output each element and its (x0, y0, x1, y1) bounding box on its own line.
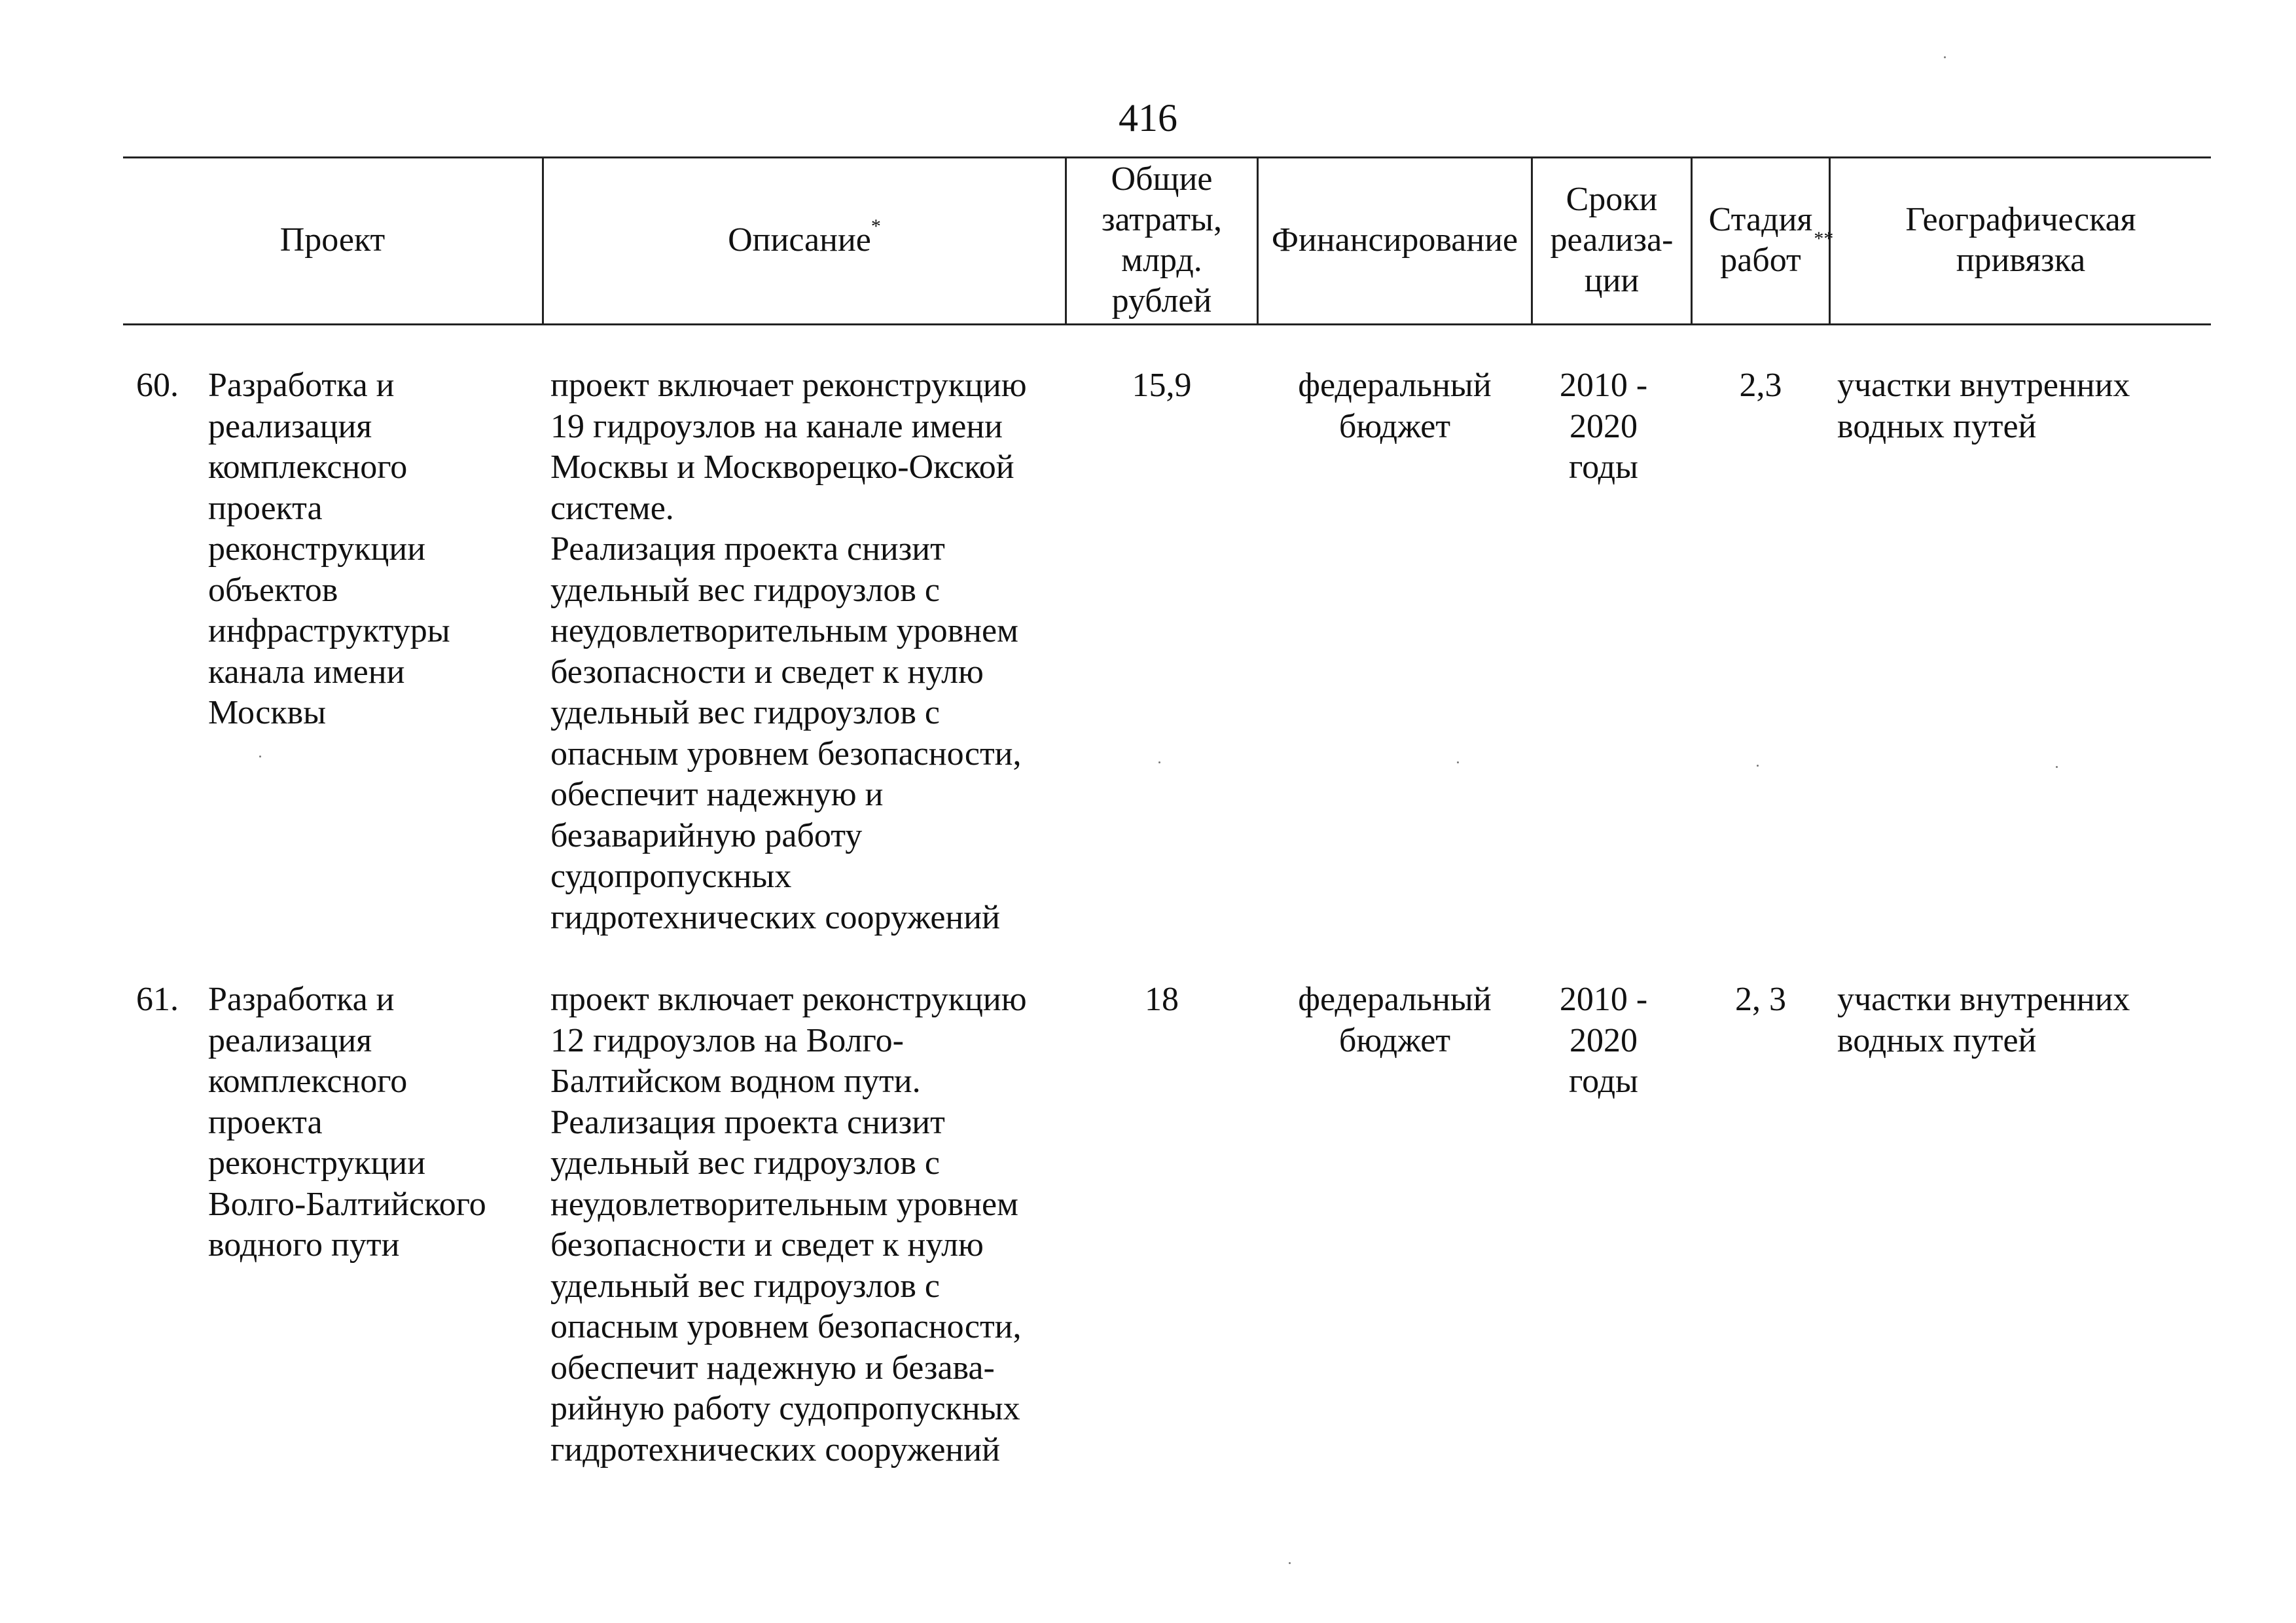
geographic-location: участки внутренних водных путей (1837, 981, 2130, 1059)
table-header-bottom-rule (123, 323, 2211, 325)
financing-source: федеральный бюджет (1298, 367, 1492, 445)
header-stage: Стадия работ ** (1708, 201, 1834, 279)
header-financing-label: Финансирование (1271, 221, 1518, 259)
header-stage-label: Стадия работ (1708, 201, 1813, 279)
row-number: 61. (136, 981, 179, 1018)
total-cost: 18 (1145, 981, 1179, 1018)
work-stage: 2,3 (1739, 367, 1782, 404)
scan-speck (259, 756, 261, 757)
project-name: Разработка и реализация комплексного проекта реконструкции объектов инфраструктуры канала имени Москвы (208, 367, 450, 731)
scan-speck (1289, 1562, 1291, 1564)
implementation-period: 2010 - 2020 годы (1559, 981, 1648, 1100)
header-description (544, 157, 1065, 323)
header-cost-label: Общие затраты, млрд. рублей (1101, 160, 1223, 319)
page-number: 416 (1119, 96, 1177, 139)
row-number: 60. (136, 367, 179, 404)
total-cost: 15,9 (1132, 367, 1192, 404)
header-geography-label: Географическая привязка (1905, 201, 2136, 279)
scan-speck (1757, 765, 1759, 767)
project-description: проект включает реконструкцию 19 гидроузлов на канале имени Москвы и Москворецко-Окской системе. Реализация проекта снизит удельный вес гидроузлов с неудовлетворительным уровнем безопасности и сведет к нулю удельный вес гидроузлов с опасным уровнем безопасности, обеспечит надежную и безаварийную работу судопропускных гидротехнических сооружений (550, 367, 1027, 936)
project-description: проект включает реконструкцию 12 гидроузлов на Волго- Балтийском водном пути. Реализация проекта снизит удельный вес гидроузлов с неудовлетворительным уровнем безопасности и сведет к нулю удельный вес гидроузлов с опасным уровнем безопасности, обеспечит надежную и безава- рийную работу судопропускных гидротехнических сооружений (550, 981, 1027, 1468)
header-cost (1067, 157, 1257, 323)
scan-speck (1457, 761, 1459, 763)
project-name: Разработка и реализация комплексного проекта реконструкции Волго-Балтийского водного пути (208, 981, 486, 1264)
header-financing (1259, 157, 1531, 323)
scan-speck (2056, 766, 2058, 768)
header-timeline (1533, 157, 1691, 323)
header-project-label: Проект (279, 221, 386, 259)
work-stage: 2, 3 (1735, 981, 1786, 1018)
scan-speck (1158, 761, 1160, 763)
scan-speck (1944, 56, 1946, 58)
implementation-period: 2010 - 2020 годы (1559, 367, 1648, 486)
header-description-label: Описание (728, 221, 871, 259)
geographic-location: участки внутренних водных путей (1837, 367, 2130, 445)
financing-source: федеральный бюджет (1298, 981, 1492, 1059)
footnote-mark: * (870, 215, 881, 237)
header-timeline-label: Сроки реализа- ции (1550, 181, 1674, 299)
header-geography (1831, 157, 2211, 323)
header-project (123, 157, 542, 323)
